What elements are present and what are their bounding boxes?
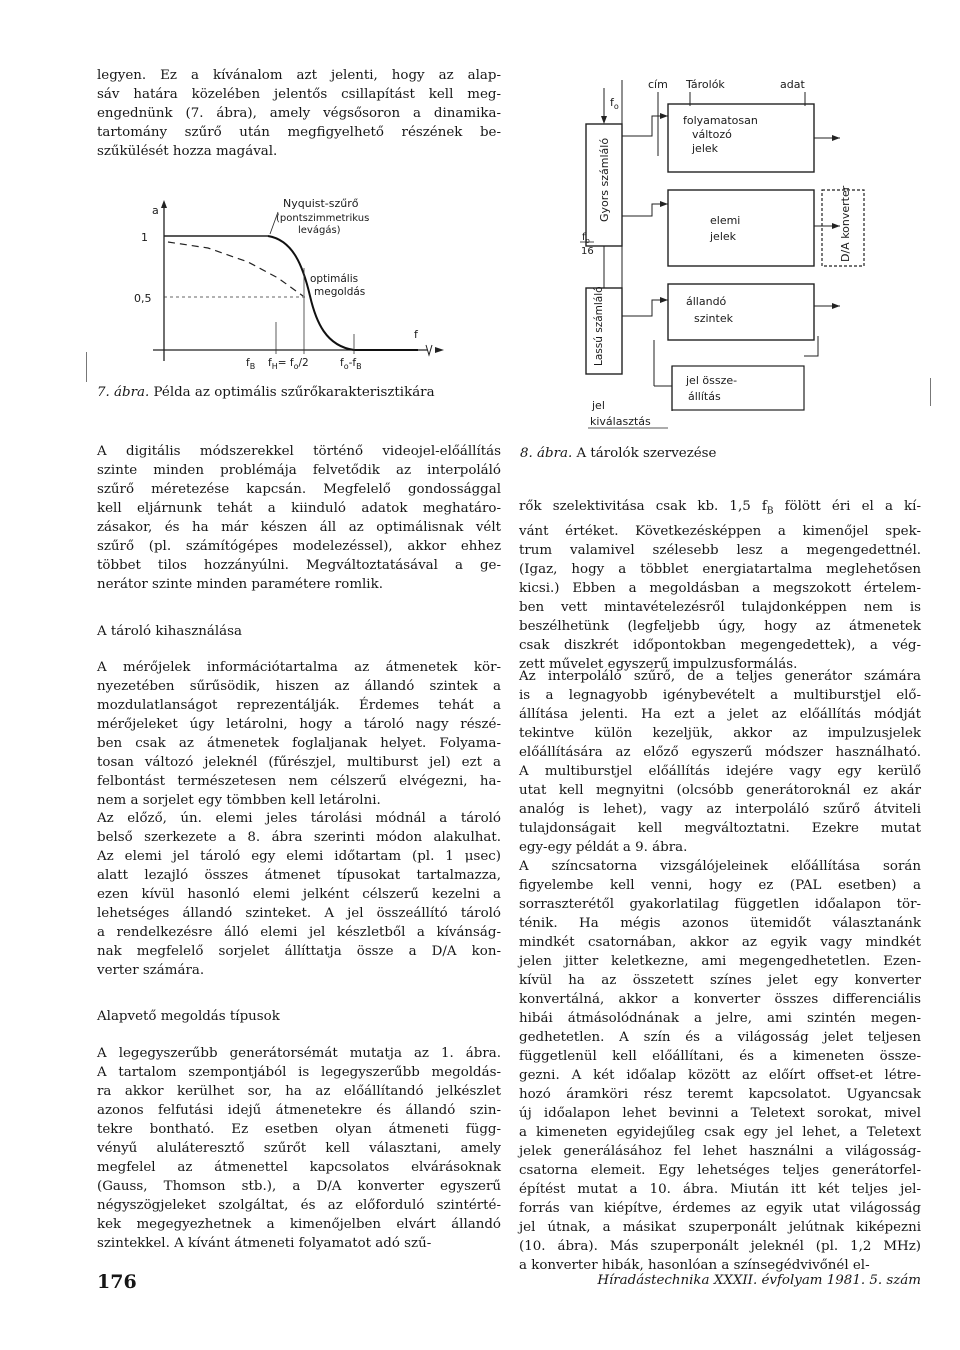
fig7-nyquist-label-3: levágás) — [298, 225, 341, 236]
section-heading-storage: A tároló kihasználása — [97, 624, 243, 639]
text-line: szinte minden problémája felvetődik az interpoláló — [97, 463, 501, 478]
text-line: felbontást természetesen nem célszerű elvégezni, ha- — [97, 774, 501, 789]
text-line: kell eljárnunk tehát a kiinduló adatok meghatáro- — [97, 501, 501, 516]
fig8-signal-select-line1: jel — [592, 399, 605, 412]
fig8-signal-select-line2: kiválasztás — [590, 415, 651, 428]
text-line: belső szerkezete a 8. ábra szerinti módon alakulhat. — [97, 830, 501, 845]
fig8-slow-counter-label: Lassú számláló — [593, 286, 605, 366]
text-line: jelek generálásához fel lehet használni a világosság- — [519, 1144, 921, 1159]
text-line: zett művelet egyszerű impulzusformálás. — [519, 656, 798, 672]
top-paragraph — [97, 66, 501, 161]
fig8-tarolok-label: Tárolók — [686, 78, 725, 91]
text-line: sorraszterétől gyakorlatilag független időalapon tör- — [519, 897, 921, 912]
text-line: azonos felfutási idejű átmenetekre és állandó szin- — [97, 1103, 501, 1118]
fig7-y-label: a — [152, 204, 159, 217]
fig8-box1-line3: jelek — [692, 142, 719, 155]
text-line: szűrő méretezése kapcsán. Megfelelő gondossággal — [97, 482, 501, 497]
text-line: négyszögjeleket szolgáltat, és az előforduló szintérté- — [97, 1198, 501, 1213]
fig8-f0-16-label: $f_o$ — [582, 232, 590, 245]
text-line: kicsi.) Ebben a megoldásban a megszokott értelem- — [519, 580, 921, 596]
fig7-y-arrow — [161, 200, 167, 208]
text-line: építést mutat a 10. ábra. Miután itt két teljes jel- — [519, 1182, 921, 1197]
text-line: tartomány szűrő után megfigyelhető részének be- — [97, 125, 501, 140]
text-line: A multiburstjel előállítás idejére vagy egy kerülő — [519, 764, 921, 779]
figure-7-filter-characteristic — [128, 196, 488, 376]
text-line: is a legnagyobb igénybevételt a multiburstjel elő- — [519, 688, 921, 703]
journal-footer: Híradástechnika XXXII. évfolyam 1981. 5. szám — [597, 1273, 921, 1288]
text-line: ténik. Ha mégis azonos ütemidőt választanánk — [519, 916, 921, 931]
fig7-x-label: f — [414, 328, 418, 341]
fig8-fast-counter-label: Gyors számláló — [598, 137, 611, 222]
fig7-nyquist-label-2: (pontszimmetrikus — [276, 213, 370, 224]
text-line: többet tilos hozzányúlni. Megváltoztatásával a ge- — [97, 558, 501, 573]
text-line: forrás van kiépítve, érdemes az egyik utat világosság — [519, 1201, 921, 1216]
text-line: nyezetében sűrűsödik, hiszen az állandó szintek a — [97, 679, 501, 694]
text-line: (Gauss, Thomson stb.), a D/A konverter egyszerű — [97, 1179, 501, 1194]
text-line: ezen kívül hasonló elemi jelként célszerű kezelni a — [97, 887, 501, 902]
figure-8-caption: 8. ábra. A tárolók szervezése — [520, 446, 717, 461]
fig8-box1-line1: folyamatosan — [683, 114, 758, 127]
text-line: a konverter hibák, hasonlóan a színsegédvivőnél el- — [519, 1258, 870, 1273]
fig7-optimal-label-1: optimális — [310, 273, 359, 285]
page-number: 176 — [97, 1271, 137, 1293]
text-line: állítása jelenti. Ha ezt a jelet az előállítás módját — [519, 707, 921, 722]
text-line: hozó áramköri rész teremt kapcsolatot. Ugyancsak — [519, 1087, 921, 1102]
text-line: legyen. Ez a kívánalom azt jelenti, hogy az alap- — [97, 68, 501, 83]
text-line: engednünk (7. ábra), amely végsősoron a dinamika- — [97, 106, 501, 121]
text-line: A mérőjelek információtartalma az átmenetek kör- — [97, 660, 501, 675]
fig7-x-tick-fh: $f_H= f_o/2$ — [268, 357, 309, 371]
text-line: Az előző, ún. elemi jeles tárolási módnál a tároló — [97, 811, 501, 826]
text-line: (10. ábra). Más szuperponált jeleknél (pl. 1,2 MHz) — [519, 1239, 921, 1254]
text-line: ben vett mintavételezésről tulajdonképpen nem is — [519, 599, 921, 615]
fig8-box2-line1: elemi — [710, 214, 741, 227]
text-line: nem a sorjelet egy tömbben kell letárolni. — [97, 793, 381, 808]
text-line: mérőjeleket úgy letárolni, hogy a tároló nagy részé- — [97, 717, 501, 732]
text-line: figyelembe kell venni, hogy ez (PAL esetben) a — [519, 878, 921, 893]
text-line: a rendelkezésre álló elemi jel készletből a kívánság- — [97, 925, 501, 940]
text-line: ben csak az átmenetek foglaljanak helyet. Folyama- — [97, 736, 501, 751]
text-line: utat kell megnyitni (olcsóbb generátoroknál ez akár — [519, 783, 921, 798]
text-line: konvertálná, akkor a konverter összes differenciális — [519, 992, 921, 1007]
text-line: szintekkel. A kívánt átmeneti folyamatot adó szű- — [97, 1236, 432, 1251]
text-line: Az interpoláló szűrő, de a teljes generátor számára — [519, 669, 921, 684]
col2-paragraph-2 — [519, 667, 921, 857]
fig8-box-elementary-signals — [668, 190, 814, 266]
text-line: csatorna elemeit. Egy lehetséges teljes generátorfel- — [519, 1163, 921, 1178]
fig8-box3-line1: állandó — [686, 295, 727, 308]
text-line: A digitális módszerekkel történő videojel-előállítás — [97, 444, 501, 459]
fig8-assembly-line1: jel össze- — [686, 374, 738, 387]
fig8-assembly-line2: állítás — [688, 390, 721, 403]
section-heading-solution-types: Alapvető megoldás típusok — [97, 1009, 280, 1024]
text-line: sáv határa közelében jelentős csillapítást kell meg- — [97, 87, 501, 102]
text-line: tekintve külön kezeljük, akkor az impulzusjelek — [519, 726, 921, 741]
text-line: nerátor szinte minden paramétere romlik. — [97, 577, 383, 592]
fig8-signal-assembly-box — [672, 366, 804, 410]
fig7-nyquist-label-1: Nyquist-szűrő — [283, 197, 359, 210]
text-line: kívül ha az összetett színes jelet egy konverter — [519, 973, 921, 988]
text-line: mozdulatlanságot reprezentálják. Érdemes tehát a — [97, 698, 501, 713]
fig7-optimal-label-2: megoldás — [314, 286, 366, 298]
text-line: tekre bontható. Ez esetben olyan átmeneti függ- — [97, 1122, 501, 1137]
col1-paragraph-2 — [97, 658, 501, 810]
fig8-box3-line2: szintek — [694, 312, 733, 325]
text-line: hibái átmásolódnának a jelre, ami szintén megen- — [519, 1011, 921, 1026]
right-margin-mark — [930, 378, 931, 406]
figure-7-caption: 7. ábra. Példa az optimális szűrőkarakterisztikára — [97, 385, 435, 400]
fig8-f0-label: $f_o$ — [610, 96, 619, 111]
text-line: nak megfelelő sorjelet állíttatja össze a D/A kon- — [97, 944, 501, 959]
text-line: vánt értéket. Következésképpen a kimenőjel spek- — [519, 523, 921, 539]
col1-paragraph-1 — [97, 442, 501, 594]
text-line: előállítására az előző egyszerű módszer használható. — [519, 745, 921, 760]
fig7-tick-1: 1 — [141, 231, 148, 244]
text-line: a kimeneten egyidejűleg csak egy jel lehet, a Teletext — [519, 1125, 921, 1140]
fig8-box1-line2: változó — [692, 128, 732, 141]
fig7-x-tick-fofb: $f_o-f_B$ — [340, 357, 362, 371]
col2-paragraph-3 — [519, 857, 921, 1275]
text-line: jelen jitter keletkezne, ami megengedhetetlen. Ezen- — [519, 954, 921, 969]
text-line: A legegyszerűbb generátorsémát mutatja az 1. ábra. — [97, 1046, 501, 1061]
fig7-nyquist-curve — [168, 242, 303, 296]
text-line: lehetséges állandó szinteket. A jel összeállító tároló — [97, 906, 501, 921]
text-line: szűkülését hozza magával. — [97, 144, 278, 159]
text-line: új időalapon lehet bevinni a Teletext sorokat, mivel — [519, 1106, 921, 1121]
col1-paragraph-4 — [97, 1044, 501, 1253]
text-line: A színcsatorna vizsgálójeleinek előállítása során — [519, 859, 921, 874]
text-line: tulajdonságait kell megváltoztatni. Ezekre mutat — [519, 821, 921, 836]
text-line: szűrő (pl. számítógépes modelezéssel), akkor ehhez — [97, 539, 501, 554]
text-line: analóg is lehet), vagy az interpoláló szűrő átviteli — [519, 802, 921, 817]
text-line: A tartalom szempontjából is legegyszerűbb megoldás- — [97, 1065, 501, 1080]
fig8-cim-label: cím — [648, 78, 668, 91]
text-line: gezni. A két időalap között az előírt offset-et létre- — [519, 1068, 921, 1083]
text-line: (Igaz, hogy a többlet energiatartalma meglehetősen — [519, 561, 921, 577]
text-line: verter számára. — [97, 963, 205, 978]
fig8-da-converter-label: D/A konverter — [839, 185, 852, 262]
text-line: tosan változó jeleknél (fűrészjel, multiburst jel) ezt a — [97, 755, 501, 770]
left-margin-mark — [86, 352, 87, 382]
text-line: trum valamivel szélesebb lesz a megengedettnél. — [519, 542, 921, 558]
col2-paragraph-1 — [519, 497, 921, 674]
text-line: Az elemi jel tároló egy elemi időtartam (pl. 1 μsec) — [97, 849, 501, 864]
fig8-box2-line2: jelek — [710, 230, 737, 243]
text-line: beszélhetünk (legfeljebb úgy, hogy az átmenetek — [519, 618, 921, 634]
col1-paragraph-3 — [97, 809, 501, 980]
fig8-f0-16-den: 16 — [581, 246, 594, 257]
figure-8-storage-organization — [560, 66, 880, 446]
fig7-x-tick-fb: $f_B$ — [246, 357, 256, 371]
fig7-tick-05: 0,5 — [134, 292, 152, 305]
text-line: kek megegyezhetnek a kimenőjelben elvárt állandó — [97, 1217, 501, 1232]
fig8-box-constant-levels — [668, 284, 814, 340]
text-line: csak diszkrét időpontokban megengedettek), a vég- — [519, 637, 921, 653]
text-line: alatt lezajló összes átmenet típusokat tartalmazza, — [97, 868, 501, 883]
text-line: ra akkor kerülhet sor, ha az előállítandó jelkészlet — [97, 1084, 501, 1099]
text-line: rők szelektivitása csak kb. 1,5 $f_B$ fölött éri el a kí- — [519, 499, 921, 517]
text-line: vényű aluláteresztő szűrőt kell választani, amely — [97, 1141, 501, 1156]
text-line: megfelel az átmenettel kapcsolatos elvárásoknak — [97, 1160, 501, 1175]
text-line: gedhetetlen. A szín és a világosság jelet teljesen — [519, 1030, 921, 1045]
text-line: jel útnak, a másikat szuperponált jelútnak kiképezni — [519, 1220, 921, 1235]
fig8-adat-label: adat — [780, 78, 805, 91]
text-line: függetlenül kell előállítani, és a kimeneten össze- — [519, 1049, 921, 1064]
text-line: zásakor, és ha már készen áll az optimálisnak vélt — [97, 520, 501, 535]
text-line: mindkét csatornában, akkor az egyik vagy mindkét — [519, 935, 921, 950]
text-line: egy-egy példát a 9. ábra. — [519, 840, 688, 855]
